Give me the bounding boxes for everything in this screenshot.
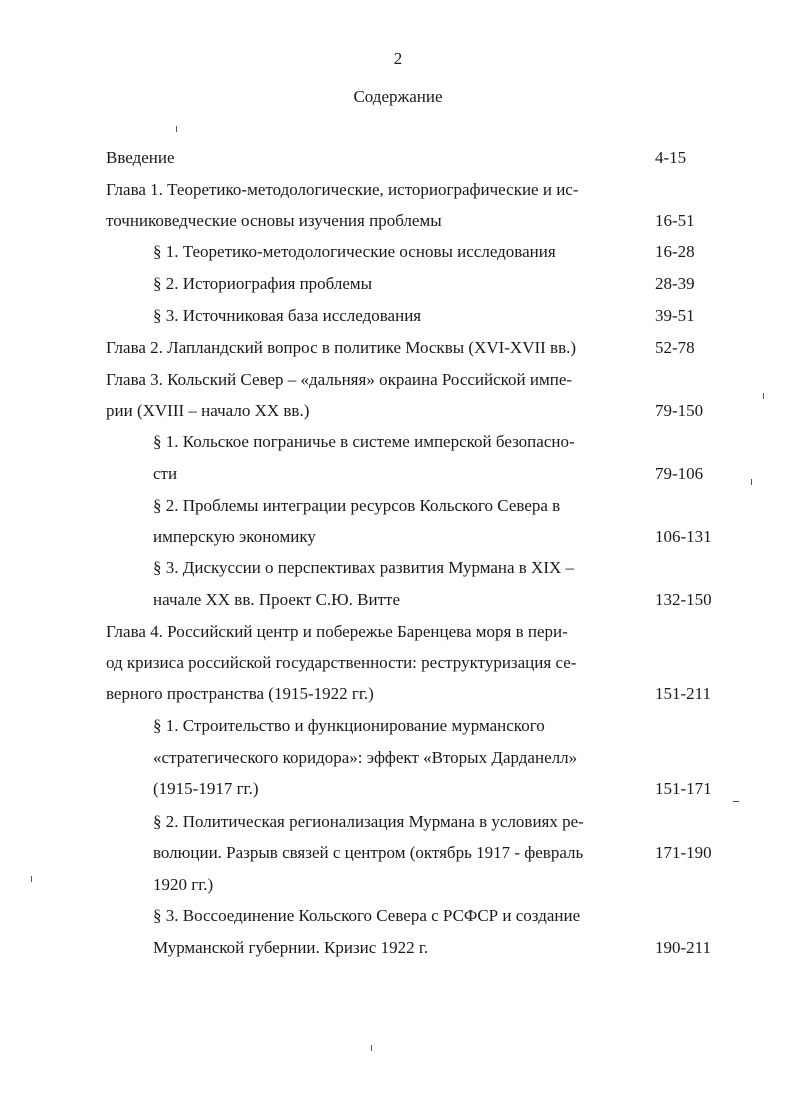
toc-pages-ch3-s1: 79-106 [655, 464, 704, 483]
toc-entry-ch3-s3-line1: § 3. Дискуссии о перспективах развития Мурмана в XIX – [153, 558, 575, 577]
toc-entry-ch3-s1-line2: сти [153, 464, 178, 483]
toc-pages-ch2: 52-78 [655, 338, 695, 357]
toc-entry-ch3-s2-line2: имперскую экономику [153, 527, 316, 546]
page-number: 2 [393, 49, 403, 68]
toc-pages-ch1-s1: 16-28 [655, 242, 695, 261]
toc-entry-ch4-s1-line2: «стратегического коридора»: эффект «Вторых Дарданелл» [153, 748, 578, 767]
toc-entry-ch4-s2-line3: 1920 гг.) [153, 875, 214, 894]
toc-pages-ch3: 79-150 [655, 401, 704, 420]
scan-speck [751, 479, 752, 485]
toc-entry-ch4-s3-line1: § 3. Воссоединение Кольского Севера с РСФСР и создание [153, 906, 581, 925]
toc-entry-ch3-s2-line1: § 2. Проблемы интеграции ресурсов Кольского Севера в [153, 496, 561, 515]
toc-pages-ch4-s2: 171-190 [655, 843, 712, 862]
toc-pages-ch4: 151-211 [655, 684, 712, 703]
toc-pages-ch1: 16-51 [655, 211, 695, 230]
toc-entry-ch1-s3: § 3. Источниковая база исследования [153, 306, 422, 325]
toc-pages-intro: 4-15 [655, 148, 687, 167]
toc-entry-ch4-s1-line3: (1915-1917 гг.) [153, 779, 259, 798]
toc-entry-ch3-s1-line1: § 1. Кольское пограничье в системе имперской безопасно- [153, 432, 575, 451]
page-title: Содержание [353, 87, 443, 106]
scan-speck [371, 1045, 372, 1051]
toc-pages-ch3-s2: 106-131 [655, 527, 712, 546]
toc-pages-ch1-s3: 39-51 [655, 306, 695, 325]
toc-entry-ch3-line1: Глава 3. Кольский Север – «дальняя» окраина Российской импе- [106, 370, 573, 389]
scan-speck [763, 393, 764, 399]
toc-entry-ch4-line1: Глава 4. Российский центр и побережье Баренцева моря в пери- [106, 622, 568, 641]
toc-entry-ch4-s2-line2: волюции. Разрыв связей с центром (октябрь 1917 - февраль [153, 843, 584, 862]
toc-entry-ch4-s1-line1: § 1. Строительство и функционирование мурманского [153, 716, 545, 735]
scan-speck [176, 126, 177, 132]
toc-entry-ch1-line1: Глава 1. Теоретико-методологические, историографические и ис- [106, 180, 579, 199]
toc-pages-ch4-s3: 190-211 [655, 938, 712, 957]
toc-pages-ch4-s1: 151-171 [655, 779, 712, 798]
toc-pages-ch3-s3: 132-150 [655, 590, 712, 609]
toc-entry-ch4-line2: од кризиса российской государственности: реструктуризация се- [106, 653, 577, 672]
toc-entry-ch4-line3: верного пространства (1915-1922 гг.) [106, 684, 374, 703]
toc-pages-ch1-s2: 28-39 [655, 274, 695, 293]
toc-entry-ch3-s3-line2: начале XX вв. Проект С.Ю. Витте [153, 590, 400, 609]
toc-entry-ch1-line2: точниковедческие основы изучения проблемы [106, 211, 442, 230]
toc-entry-ch4-s2-line1: § 2. Политическая регионализация Мурмана в условиях ре- [153, 812, 584, 831]
toc-entry-ch3-line2: рии (XVIII – начало XX вв.) [106, 401, 310, 420]
toc-entry-intro: Введение [106, 148, 175, 167]
toc-entry-ch4-s3-line2: Мурманской губернии. Кризис 1922 г. [153, 938, 429, 957]
toc-entry-ch1-s1: § 1. Теоретико-методологические основы исследования [153, 242, 556, 261]
toc-entry-ch2: Глава 2. Лапландский вопрос в политике Москвы (XVI-XVII вв.) [106, 338, 577, 357]
toc-entry-ch1-s2: § 2. Историография проблемы [153, 274, 373, 293]
scan-speck [31, 876, 32, 882]
scan-speck [733, 801, 739, 802]
